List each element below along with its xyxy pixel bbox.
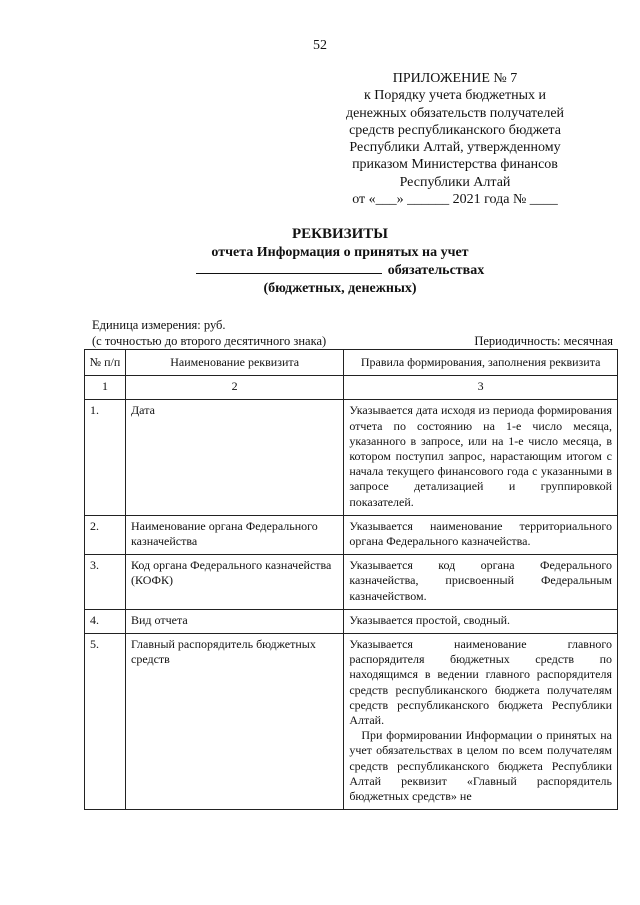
header-name: Наименование реквизита [126,350,344,376]
row-number: 1. [85,400,126,515]
title-line: отчета Информация о принятых на учет [211,244,469,260]
unit-label: Единица измерения: руб. [92,318,226,332]
row-name: Вид отчета [126,609,344,633]
appendix-line: Республики Алтай, утвержденному [349,140,561,156]
page-number: 52 [313,38,327,53]
appendix-line: средств республиканского бюджета [349,122,561,138]
title-line-with-blank [150,261,530,280]
table-row [85,609,618,633]
row-number: 3. [85,555,126,610]
column-number: 3 [344,376,618,400]
appendix-line: приказом Министерства финансов [352,157,558,173]
table-row [85,634,618,810]
row-rule-paragraph: При формировании Информации о принятых на учет обязательствах в целом по всем получателям средств республиканского бюджета Республики Алтай реквизит «Главный распорядитель бюджетных средств» не [349,728,612,804]
appendix-line: денежных обязательств получателей [345,105,565,121]
header-num: № п/п [85,350,126,376]
column-number: 2 [126,376,344,400]
appendix-header [330,70,580,208]
row-name: Код органа Федерального казначейства (КОФК) [126,555,344,610]
row-rule: Указывается простой, сводный. [344,609,618,633]
blank-underline [196,261,382,274]
precision-label: (с точностью до второго десятичного знака) [92,334,327,348]
appendix-line: ПРИЛОЖЕНИЕ № 7 [392,71,518,86]
header-rule: Правила формирования, заполнения реквизита [344,350,618,376]
column-number-row [85,376,618,400]
column-number: 1 [85,376,126,400]
row-name: Дата [126,400,344,515]
appendix-line: к Порядку учета бюджетных и [363,88,547,104]
row-number: 2. [85,515,126,554]
row-name: Наименование органа Федерального казначейства [126,515,344,554]
title-line-suffix: обязательствах [387,263,485,278]
document-title [150,226,530,297]
table-row [85,515,618,554]
row-number: 5. [85,634,126,810]
appendix-line: Республики Алтай [399,174,511,190]
appendix-line: от «___» ______ 2021 года № ____ [352,192,558,208]
row-name: Главный распорядитель бюджетных средств [126,634,344,810]
row-rule: Указывается дата исходя из периода формирования отчета по состоянию на 1-е число месяца, указанного в запросе, или на 1-е число месяца, в котором поступил запрос, нарастающим итогом с начала текущего финансового года с указанными в запросе детализацией и группировкой показателей. [344,400,618,515]
title-line: (бюджетных, денежных) [263,280,417,296]
row-number: 4. [85,609,126,633]
periodicity-label: Периодичность: месячная [474,334,613,348]
row-rule-paragraph: Указывается наименование главного распорядителя бюджетных средств по находящимся в ведении главного распорядителя средств республиканского бюджета получателям средств республиканского бюджета Республики Алтай. [349,637,612,728]
requisites-table [84,349,618,810]
title-main: РЕКВИЗИТЫ [291,226,389,242]
row-rule: Указывается наименование территориального органа Федерального казначейства. [344,515,618,554]
row-rule [344,634,618,810]
table-row [85,555,618,610]
units-block [92,317,326,349]
row-rule: Указывается код органа Федерального казначейства, присвоенный Федеральным казначейством. [344,555,618,610]
table-row [85,400,618,515]
table-header-row [85,350,618,376]
